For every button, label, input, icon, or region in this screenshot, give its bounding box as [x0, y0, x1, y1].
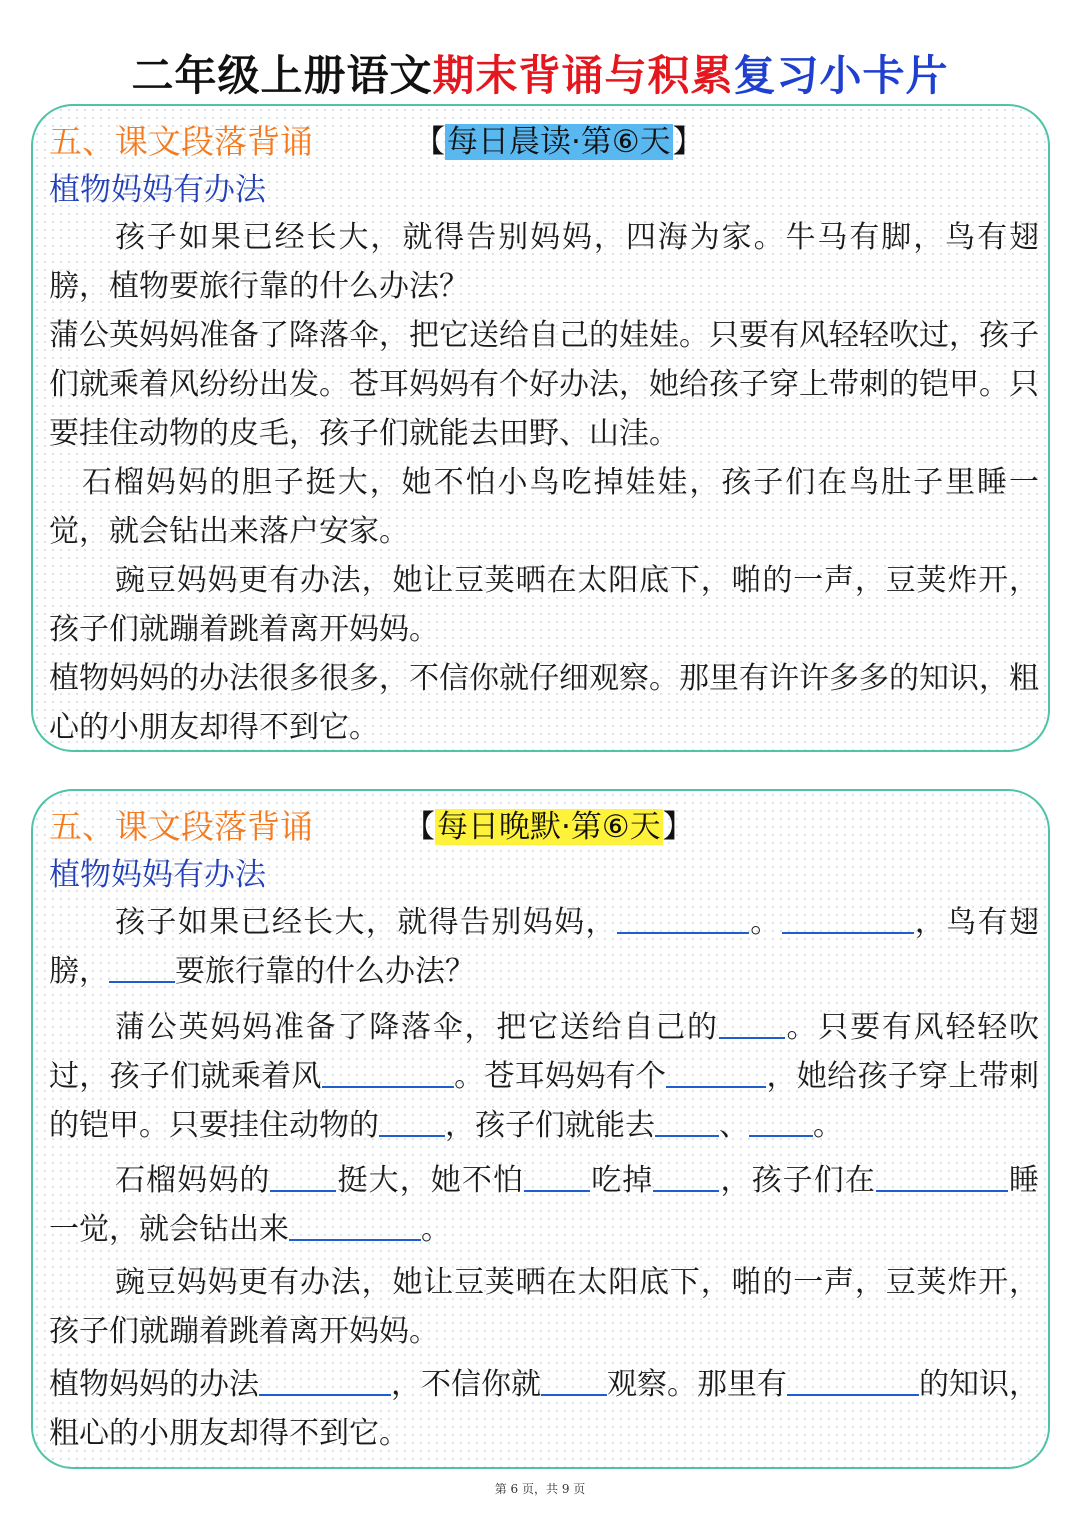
section-heading: 五、课文段落背诵: [49, 122, 313, 161]
paragraph-1: 孩子如果已经长大，就得告别妈妈，四海为家。牛马有脚，鸟有翅膀，植物要旅行靠的什么办法？: [49, 220, 1039, 304]
text-segment: ，鸟有翅膀，: [49, 905, 1040, 989]
text-segment: 的知识，粗心的小朋友却得不到它。: [49, 1367, 1039, 1451]
tag-text: 每日晨读·第⑥天: [447, 124, 671, 160]
text-segment: 观察。那里有: [607, 1367, 787, 1402]
paragraph-4: 豌豆妈妈更有办法，她让豆荚晒在太阳底下，啪的一声，豆荚炸开，孩子们就蹦着跳着离开妈妈。: [49, 1265, 1039, 1349]
fill-blank[interactable]: [787, 1364, 919, 1396]
text-segment: 。只要有风轻轻吹过，孩子们就乘着风: [49, 1010, 1040, 1094]
lesson-title: 植物妈妈有办法: [49, 857, 266, 893]
page-title: [0, 48, 1080, 104]
fill-blank[interactable]: [379, 1105, 445, 1137]
paragraph-1: [49, 898, 1039, 996]
daily-tag: [414, 116, 704, 161]
fill-blank[interactable]: [109, 951, 175, 983]
text-segment: 。: [748, 905, 782, 940]
title-part-1: 二年级上册语文: [131, 51, 433, 100]
text-segment: 石榴妈妈的: [115, 1163, 271, 1198]
daily-tag: [404, 801, 694, 846]
fill-blank[interactable]: [749, 1105, 813, 1137]
text-segment: ，孩子们在: [719, 1163, 876, 1198]
fill-blank[interactable]: [782, 902, 914, 934]
tag-close-bracket: 】: [672, 124, 704, 160]
fill-blank[interactable]: [666, 1056, 766, 1088]
text-segment: 植物妈妈的办法: [49, 1367, 259, 1402]
fill-blank[interactable]: [322, 1056, 454, 1088]
title-part-3: 复习小卡片: [733, 51, 949, 100]
text-segment: 吃掉: [590, 1163, 654, 1198]
section-heading: 五、课文段落背诵: [49, 807, 313, 846]
text-segment: 孩子如果已经长大，就得告别妈妈，: [115, 905, 617, 940]
paragraph-2: [49, 1003, 1039, 1150]
paragraph-3: [49, 1156, 1039, 1254]
text-segment: 蒲公英妈妈准备了降落伞，把它送给自己的: [115, 1010, 719, 1045]
title-part-2: 期末背诵与积累: [432, 51, 734, 100]
fill-blank[interactable]: [524, 1160, 590, 1192]
text-segment: 挺大，她不怕: [336, 1163, 525, 1198]
paragraph-5: [49, 1360, 1039, 1458]
text-segment: 。: [813, 1108, 843, 1143]
fill-blank[interactable]: [719, 1007, 785, 1039]
evening-dictation-card: [31, 789, 1050, 1469]
morning-reading-card: [31, 104, 1050, 752]
fill-blank[interactable]: [655, 1105, 719, 1137]
paragraph-3: 石榴妈妈的胆子挺大，她不怕小鸟吃掉娃娃，孩子们在鸟肚子里睡一觉，就会钻出来落户安家。: [49, 465, 1039, 549]
paragraph-2: 蒲公英妈妈准备了降落伞，把它送给自己的娃娃。只要有风轻轻吹过，孩子们就乘着风纷纷出发。苍耳妈妈有个好办法，她给孩子穿上带刺的铠甲。只要挂住动物的皮毛，孩子们就能去田野、山洼。: [49, 318, 1039, 451]
fill-blank[interactable]: [289, 1209, 421, 1241]
fill-blank[interactable]: [876, 1160, 1008, 1192]
fill-blank[interactable]: [617, 902, 749, 934]
text-segment: 、: [719, 1108, 749, 1143]
text-segment: 要旅行靠的什么办法？: [175, 954, 475, 989]
tag-text: 每日晚默·第⑥天: [437, 809, 661, 845]
fill-blank[interactable]: [259, 1364, 391, 1396]
text-segment: ，她给孩子穿上带刺的铠甲。只要挂住动物的: [49, 1059, 1040, 1143]
paragraph-5: 植物妈妈的办法很多很多，不信你就仔细观察。那里有许许多多的知识，粗心的小朋友却得不到它。: [49, 661, 1039, 745]
fill-blank[interactable]: [270, 1160, 336, 1192]
fill-blank[interactable]: [541, 1364, 607, 1396]
text-segment: 。: [421, 1212, 451, 1247]
fill-blank[interactable]: [653, 1160, 719, 1192]
text-segment: 睡一觉，就会钻出来: [49, 1163, 1040, 1247]
tag-open-bracket: 【: [404, 809, 435, 845]
lesson-title: 植物妈妈有办法: [49, 172, 266, 208]
text-segment: ，孩子们就能去: [445, 1108, 655, 1143]
text-segment: 。苍耳妈妈有个: [453, 1059, 667, 1094]
tag-open-bracket: 【: [414, 124, 445, 160]
text-segment: ，不信你就: [391, 1367, 541, 1402]
paragraph-4: 豌豆妈妈更有办法，她让豆荚晒在太阳底下，啪的一声，豆荚炸开，孩子们就蹦着跳着离开妈妈。: [49, 563, 1039, 647]
page-number: 第 6 页，共 9 页: [494, 1482, 586, 1496]
tag-close-bracket: 】: [662, 809, 694, 845]
